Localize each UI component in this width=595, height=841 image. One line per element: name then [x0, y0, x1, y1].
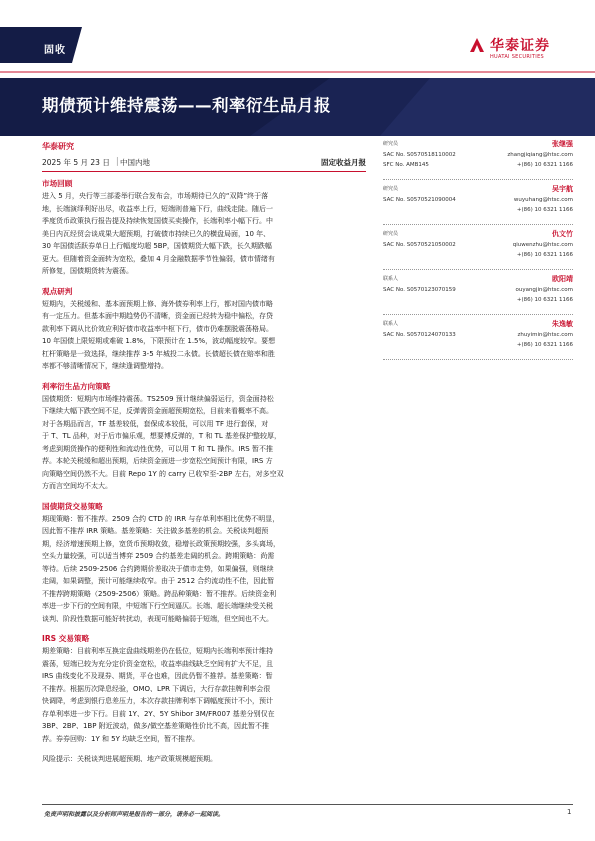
- text-line: 于 T、TL 品种，对于后市偏乐观，想要博反弹的，T 和 TL 基差保护整较厚，: [42, 432, 282, 440]
- logo-text-cn: 华泰证券: [490, 38, 550, 54]
- analyst-email[interactable]: qiuwenzhu@htsc.com: [512, 242, 573, 248]
- analyst-name: 欧阳靖: [552, 275, 573, 283]
- text-line: 地，长端演绎利好出尽，收益率上行，短端则普遍下行，曲线走陡。随后一: [42, 204, 273, 213]
- analyst-email[interactable]: zhangjiqiang@htsc.com: [507, 152, 573, 158]
- analyst-card: [383, 185, 573, 229]
- text-line: 期差策略：目前利率互换定盘曲线期差仍在低位，短期内长端利率预计维持: [42, 647, 273, 655]
- meta-divider: [42, 171, 366, 172]
- text-line: 短期内，关税缓和、基本面预期上修、海外债券利率上行，都对国内债市略: [42, 299, 273, 308]
- text-line: 更大。但随着资金面转为宽松，叠加 4 月金融数据季节性偏弱，债市情绪有: [42, 254, 275, 263]
- analyst-email[interactable]: wuyuhang@htsc.com: [513, 197, 573, 203]
- analyst-email[interactable]: ouyangjin@htsc.com: [515, 287, 573, 293]
- analyst-divider: [383, 314, 573, 315]
- text-line: 快调降，考虑到银行息差压力，本次存款挂牌利率下调幅度预计不小，预计: [42, 697, 273, 705]
- text-line: 款利率下调从比价效应利好债市收益率中枢下行，债市仍难摆脱震荡格局。: [42, 324, 273, 333]
- analyst-email[interactable]: zhuyimin@htsc.com: [517, 332, 573, 338]
- text-line: 30 年国债活跃券单日上行幅度均超 5BP，国债期货大幅下跌，长久期跌幅: [42, 242, 272, 250]
- analyst-role: 研究员: [383, 141, 399, 147]
- text-line: 国债期货：短期内市场维持震荡。TS2509 预计继续偏弱运行，资金面持松: [42, 394, 274, 403]
- analyst-card: [383, 275, 573, 319]
- text-line: 期现策略：暂不推荐。2509 合约 CTD 的 IRR 与存单利率相比优势不明显，: [42, 514, 280, 523]
- text-line: IRS 曲线变化不及现券、期货，平仓也难，因此仍暂不推荐。基差策略：暂: [42, 672, 273, 680]
- analyst-sac-number: SAC No. S0570521090004: [383, 197, 456, 203]
- analyst-divider: [383, 224, 573, 225]
- analyst-sac-number: SAC No. S0570518110002: [383, 152, 456, 158]
- report-type: 固定收益月报: [321, 158, 366, 167]
- analyst-role: 研究员: [383, 231, 399, 237]
- section-body: [42, 645, 366, 745]
- analyst-divider: [383, 269, 573, 270]
- section-body: [42, 393, 366, 493]
- section-heading: 市场回顾: [42, 179, 73, 188]
- text-line: 期，经济增速预期上修，宽货币预期收敛，稳增长政策预期较强，多头离场，: [42, 539, 280, 548]
- text-line: 美日内瓦经贸会谈成果大超预期，打破债市持续已久的横盘局面，10 年、: [42, 229, 271, 238]
- text-line: 杠杆策略是一致选择，继续推荐 3-5 年城投二永债。长债超长债在赔率和胜: [42, 349, 275, 358]
- analyst-phone: +(86) 10 6321 1166: [516, 207, 573, 213]
- analyst-phone: +(86) 10 6321 1166: [516, 342, 573, 348]
- text-line: 因此暂不推荐 IRR 策略。基差策略：关注做多基差的机会。关税谈判超预: [42, 527, 269, 535]
- analyst-card: [383, 230, 573, 274]
- text-line: 下继续大幅下跌空间不足，反弹需资金面超预期宽松，目前来看概率不高。: [42, 407, 273, 415]
- analyst-card: [383, 140, 573, 184]
- text-line: 有一定压力。但基本面中期趋势仍不清晰，资金面已经转为稳中偏松，存贷: [42, 312, 273, 320]
- analyst-role: 研究员: [383, 186, 399, 192]
- text-line: 不推荐跨期策略（2509-2506）策略。跨品种策略：暂不推荐。后续资金利: [42, 589, 277, 598]
- analyst-phone: +(86) 10 6321 1166: [516, 297, 573, 303]
- text-line: 荐。本轮关税缓和超出预期，后续资金面进一步宽松空间预计有限，IRS 方: [42, 457, 273, 465]
- analyst-divider: [383, 359, 573, 360]
- risk-warning: 风险提示：关税谈判进展超预期、地产政策规模超预期。: [42, 755, 217, 763]
- text-line: 季度货币政策执行报告提及持续恢复国债买卖操作，长端利率小幅下行。中: [42, 217, 273, 225]
- report-category-tag: 固收: [44, 45, 66, 56]
- footer-disclaimer: 免责声明和披露以及分析师声明是报告的一部分，请务必一起阅读。: [44, 811, 225, 818]
- analyst-phone: +(86) 10 6321 1166: [516, 162, 573, 168]
- text-line: 10 年国债上限短期或难破 1.8%，下限预计在 1.5%，波动幅度较窄。要想: [42, 337, 276, 345]
- report-region: 中国内地: [120, 158, 150, 167]
- analyst-sac-number: SAC No. S0570123070159: [383, 287, 456, 293]
- logo-text-en: HUATAI SECURITIES: [490, 54, 544, 60]
- text-line: 率都不够清晰情况下，继续逢调整增持。: [42, 362, 168, 370]
- report-body: [42, 178, 366, 765]
- report-date: 2025 年 5 月 23 日: [42, 158, 110, 167]
- meta-line: [42, 157, 366, 171]
- section-heading: IRS 交易策略: [42, 634, 90, 643]
- section-heading: 观点研判: [42, 286, 73, 296]
- text-line: 存单利率进一步下行。目前 1Y、2Y、5Y Shibor 3M/FR007 基差分别仅在: [42, 709, 275, 718]
- page-title: 期债预计维持震荡——利率衍生品月报: [42, 96, 331, 115]
- text-line: 谈判、阶段性数据可能好转扰动，表现可能略偏弱于短端，但空间也不大。: [42, 614, 273, 623]
- section-body: [42, 298, 366, 373]
- text-line: 走阔，如果调整，预计可能继续收窄。由于 2512 合约流动性不佳，因此暂: [42, 577, 275, 585]
- text-line: 率进一步下行的空间有限，中短端下行空间逼仄。长端、超长端继续受关税: [42, 602, 273, 610]
- section-body: [42, 513, 366, 626]
- text-line: 不推荐。根据历次降息经验，OMO、LPR 下调后，大行存款挂牌利率会很: [42, 684, 271, 693]
- analyst-name: 吴宇航: [552, 185, 573, 193]
- analyst-sac-number: SAC No. S0570124070133: [383, 332, 456, 338]
- meta-separator: │: [115, 157, 120, 166]
- text-line: 所修复，国债期货转为震荡。: [42, 267, 133, 275]
- analyst-phone: +(86) 10 6321 1166: [516, 252, 573, 258]
- analyst-name: 仇文竹: [552, 230, 573, 238]
- text-line: 空头力量较强，可以适当博弈 2509 合约基差走阔的机会。跨期策略：尚需: [42, 552, 275, 560]
- analyst-card: [383, 320, 573, 364]
- text-line: 考虑到期货操作的便利性和流动性优势，可以用 T 和 TL 操作。IRS 暂不推: [42, 444, 273, 453]
- analyst-sfc-number: SFC No. AMB145: [383, 162, 429, 168]
- analyst-divider: [383, 179, 573, 180]
- analyst-role: 联系人: [383, 276, 399, 282]
- section-heading: 国债期货交易策略: [42, 501, 103, 511]
- report-meta: [42, 141, 366, 167]
- footer-divider: [42, 804, 573, 805]
- text-line: 进入 5 月，央行等三部委举行联合发布会，市场期待已久的“双降”终于落: [42, 192, 269, 200]
- analyst-sac-number: SAC No. S0570521050002: [383, 242, 456, 248]
- text-line: 对于各期品而言，TF 基差较低，套保成本较低，可以用 TF 进行套保，对: [42, 419, 269, 428]
- text-line: 方而言空间均不太大。: [42, 482, 112, 490]
- research-dept: 华泰研究: [42, 142, 74, 151]
- text-line: 震荡，短端已较为充分定价资金宽松，收益率曲线缺乏空间有扩大不足，且: [42, 659, 273, 668]
- analyst-role: 联系人: [383, 321, 399, 327]
- company-logo: [468, 34, 578, 64]
- analyst-name: 朱逸敏: [552, 320, 573, 328]
- header-banner: [0, 0, 595, 136]
- text-line: 3BP、2BP、1BP 附近波动，做多/做空基差策略性价比不高，因此暂不推: [42, 722, 270, 730]
- logo-mark-icon: [468, 36, 486, 54]
- section-body: [42, 190, 366, 278]
- text-line: 荐。券券回购：1Y 和 5Y 均缺乏空间，暂不推荐。: [42, 734, 200, 743]
- page-number: 1: [567, 808, 572, 816]
- analyst-name: 张继强: [552, 140, 573, 148]
- text-line: 向策略空间仍然不大。目前 Repo 1Y 的 carry 已收窄至-2BP 左右，对多空双: [42, 469, 284, 478]
- text-line: 等待。后续 2509-2506 合约跨期价差取决于债市走势，如果偏强，则继续: [42, 564, 274, 573]
- section-heading: 利率衍生品方向策略: [42, 381, 111, 391]
- analyst-list: [383, 140, 573, 365]
